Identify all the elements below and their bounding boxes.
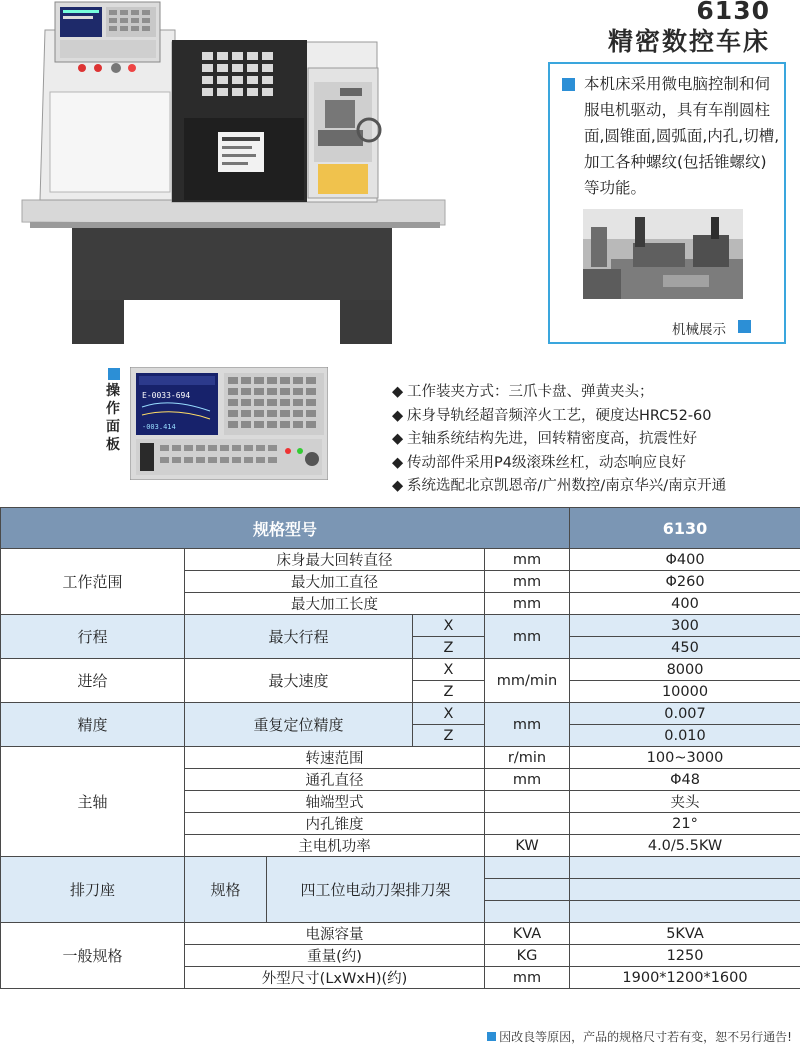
axis-label: Z <box>413 681 485 703</box>
spec-unit: mm <box>485 593 570 615</box>
feature-list <box>392 381 792 499</box>
empty-cell <box>570 857 800 879</box>
spec-value: 5KVA <box>570 923 800 945</box>
spec-value: 夹头 <box>570 791 800 813</box>
spec-value: 8000 <box>570 659 800 681</box>
spec-item: 通孔直径 <box>185 769 485 791</box>
feature-text: 工作装夹方式：三爪卡盘、弹黄夹头； <box>407 384 654 400</box>
empty-cell <box>485 879 570 901</box>
spec-value: 400 <box>570 593 800 615</box>
tool-turret-image <box>583 209 743 299</box>
square-bullet-icon <box>108 368 120 380</box>
feature-item <box>392 381 792 405</box>
description-text: 本机床采用微电脑控制和伺服电机驱动，具有车削圆柱面,圆锥面,圆弧面,内孔,切槽,加工各种螺纹(包括锥螺纹)等功能。 <box>584 75 780 197</box>
spec-value: 300 <box>570 615 800 637</box>
spec-item: 最大速度 <box>185 659 413 703</box>
table-header-row <box>1 508 800 549</box>
spec-unit: mm <box>485 967 570 989</box>
spec-item: 主电机功率 <box>185 835 485 857</box>
group-precision: 精度 <box>1 703 185 747</box>
spec-unit: mm <box>485 615 570 659</box>
footnote-text: 因改良等原因，产品的规格尺寸若有变，恕不另行通告! <box>499 1030 792 1044</box>
axis-label: X <box>413 615 485 637</box>
spec-value: 1900*1200*1600 <box>570 967 800 989</box>
spec-item: 床身最大回转直径 <box>185 549 485 571</box>
lathe-machine-image <box>0 0 470 345</box>
table-header-model: 6130 <box>570 508 800 549</box>
spec-item: 外型尺寸(LxWxH)(约) <box>185 967 485 989</box>
spec-unit: mm <box>485 571 570 593</box>
spec-unit: mm <box>485 703 570 747</box>
footnote <box>487 1028 792 1045</box>
feature-text: 传动部件采用P4级滚珠丝杠，动态响应良好 <box>407 454 686 471</box>
panel-screen-text: -003.414 <box>142 423 176 431</box>
square-bullet-icon <box>487 1032 496 1041</box>
axis-label: X <box>413 659 485 681</box>
spec-unit <box>485 791 570 813</box>
spec-item: 电源容量 <box>185 923 485 945</box>
feature-item <box>392 475 792 499</box>
feature-text: 床身导轨经超音频淬火工艺，硬度达HRC52-60 <box>407 407 712 424</box>
spec-unit: KG <box>485 945 570 967</box>
spec-value: Φ48 <box>570 769 800 791</box>
spec-item: 最大加工直径 <box>185 571 485 593</box>
spec-item: 内孔锥度 <box>185 813 485 835</box>
spec-value: 100~3000 <box>570 747 800 769</box>
diamond-bullet-icon: ◆ <box>392 454 404 471</box>
spec-value: 10000 <box>570 681 800 703</box>
spec-item: 最大行程 <box>185 615 413 659</box>
axis-label: Z <box>413 725 485 747</box>
table-row <box>1 747 800 769</box>
table-row <box>1 923 800 945</box>
panel-label: 操作面板 <box>106 383 120 453</box>
model-number: 6130 <box>696 0 770 25</box>
table-row <box>1 857 800 879</box>
spec-unit: mm <box>485 549 570 571</box>
group-general: 一般规格 <box>1 923 185 989</box>
spec-item: 重量(约) <box>185 945 485 967</box>
axis-label: X <box>413 703 485 725</box>
square-bullet-icon <box>738 320 751 333</box>
table-row <box>1 659 800 681</box>
table-row <box>1 549 800 571</box>
feature-item <box>392 452 792 476</box>
table-row <box>1 615 800 637</box>
axis-label: Z <box>413 637 485 659</box>
spec-value: 21° <box>570 813 800 835</box>
spec-unit <box>485 813 570 835</box>
group-travel: 行程 <box>1 615 185 659</box>
group-spindle: 主轴 <box>1 747 185 857</box>
spec-unit: KVA <box>485 923 570 945</box>
spec-item: 重复定位精度 <box>185 703 413 747</box>
diamond-bullet-icon: ◆ <box>392 478 404 494</box>
spec-item: 轴端型式 <box>185 791 485 813</box>
spec-value: Φ400 <box>570 549 800 571</box>
table-row <box>1 703 800 725</box>
spec-value: 1250 <box>570 945 800 967</box>
spec-unit: KW <box>485 835 570 857</box>
feature-text: 主轴系统结构先进，回转精密度高，抗震性好 <box>407 431 697 447</box>
group-work-range: 工作范围 <box>1 549 185 615</box>
spec-unit: mm <box>485 769 570 791</box>
spec-value: 0.007 <box>570 703 800 725</box>
spec-item: 转速范围 <box>185 747 485 769</box>
feature-text: 系统选配北京凯恩帝/广州数控/南京华兴/南京开通 <box>407 478 727 494</box>
empty-cell <box>570 901 800 923</box>
spec-unit: r/min <box>485 747 570 769</box>
group-turret: 排刀座 <box>1 857 185 923</box>
feature-item <box>392 405 792 429</box>
description-box <box>548 62 786 344</box>
empty-cell <box>570 879 800 901</box>
spec-value: 450 <box>570 637 800 659</box>
diamond-bullet-icon: ◆ <box>392 384 404 400</box>
image-caption: 机械展示 <box>672 322 726 338</box>
group-feed: 进给 <box>1 659 185 703</box>
diamond-bullet-icon: ◆ <box>392 407 404 424</box>
spec-value: 四工位电动刀架排刀架 <box>267 857 485 923</box>
product-title: 精密数控车床 <box>607 27 770 56</box>
spec-table <box>0 507 800 989</box>
spec-item: 规格 <box>185 857 267 923</box>
spec-value: 0.010 <box>570 725 800 747</box>
spec-item: 最大加工长度 <box>185 593 485 615</box>
feature-item <box>392 428 792 452</box>
diamond-bullet-icon: ◆ <box>392 431 404 447</box>
panel-screen-text: E-0033-694 <box>142 391 191 400</box>
square-bullet-icon <box>562 78 575 91</box>
table-header-label: 规格型号 <box>1 508 570 549</box>
empty-cell <box>485 901 570 923</box>
spec-unit: mm/min <box>485 659 570 703</box>
spec-value: 4.0/5.5KW <box>570 835 800 857</box>
spec-value: Φ260 <box>570 571 800 593</box>
control-panel-image <box>130 367 328 480</box>
empty-cell <box>485 857 570 879</box>
